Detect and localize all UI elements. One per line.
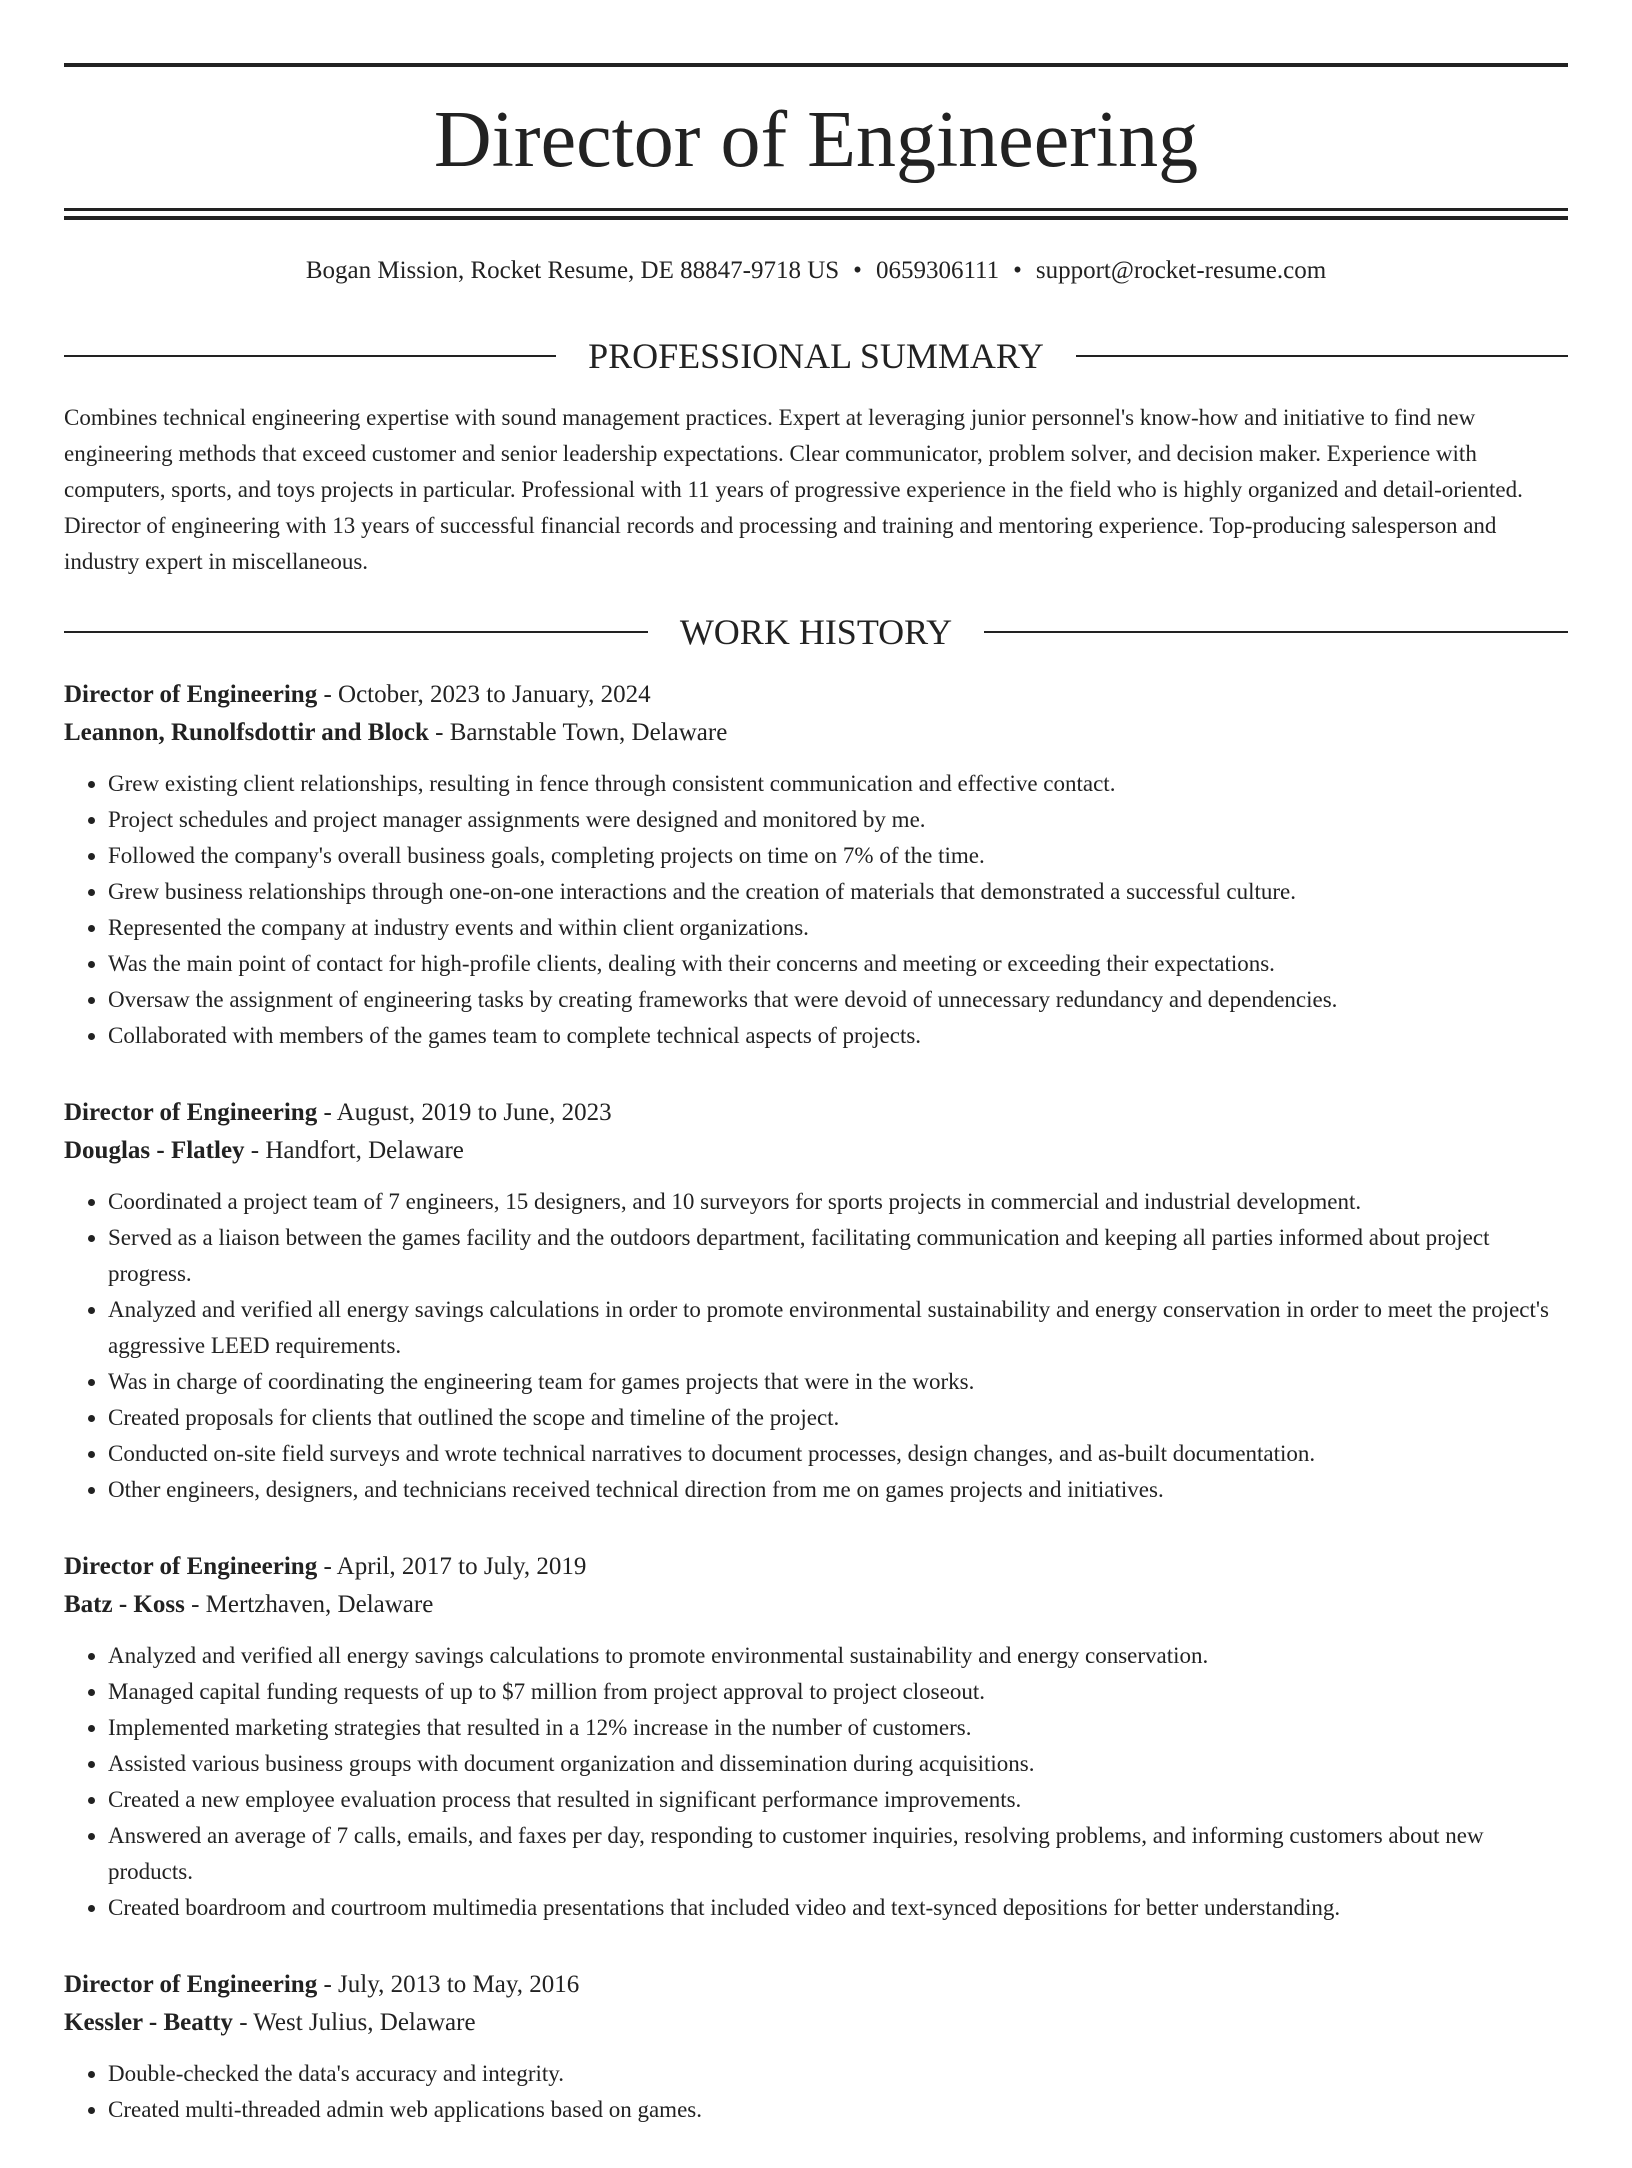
job-dates: - October, 2023 to January, 2024 bbox=[317, 681, 651, 708]
job-bullet: • Implemented marketing strategies that resulted in a 12% increase in the number of customers. bbox=[108, 1710, 1568, 1746]
job-title: Director of Engineering bbox=[64, 681, 318, 708]
job-bullet: • Was the main point of contact for high-profile clients, dealing with their concerns and meeting or exceeding their expectations. bbox=[108, 946, 1568, 982]
job-entry bbox=[64, 1094, 1568, 1508]
job-company-line bbox=[64, 1586, 1568, 1624]
job-bullet: • Grew existing client relationships, resulting in fence through consistent communication and effective contact. bbox=[108, 766, 1568, 802]
job-bullet: • Other engineers, designers, and technicians received technical direction from me on games projects and initiatives. bbox=[108, 1472, 1568, 1508]
top-rule bbox=[64, 63, 1568, 67]
summary-text: Combines technical engineering expertise with sound management practices. Expert at leveraging junior personnel's know-how and initiative to find new engineering methods that exceed customer and senior leadership expectations. Clear communicator, problem solver, and decision maker. Experience with computers, sports, and toys projects in particular. Professional with 11 years of progressive experience in the field who is highly organized and detail-oriented. Director of engineering with 13 years of successful financial records and processing and training and mentoring experience. Top-producing salesperson and industry expert in miscellaneous. bbox=[64, 405, 1523, 574]
job-bullet: • Double-checked the data's accuracy and integrity. bbox=[108, 2056, 1568, 2092]
job-location: - Handfort, Delaware bbox=[244, 1137, 464, 1164]
job-title: Director of Engineering bbox=[64, 1099, 318, 1126]
job-bullet: • Followed the company's overall business goals, completing projects on time on 7% of the time. bbox=[108, 838, 1568, 874]
title-rule-upper bbox=[64, 208, 1568, 211]
job-bullets bbox=[64, 1184, 1568, 1508]
section-heading-work-history bbox=[64, 610, 1568, 654]
job-bullet: • Conducted on-site field surveys and wrote technical narratives to document processes, design changes, and as-built documentation. bbox=[108, 1436, 1568, 1472]
job-dates: - April, 2017 to July, 2019 bbox=[317, 1553, 587, 1580]
job-company: Batz - Koss bbox=[64, 1591, 185, 1618]
job-location: - West Julius, Delaware bbox=[232, 2009, 476, 2036]
heading-rule-right bbox=[1076, 355, 1568, 357]
section-heading-text: WORK HISTORY bbox=[679, 612, 953, 652]
section-heading-text: PROFESSIONAL SUMMARY bbox=[588, 336, 1044, 376]
job-bullet: • Represented the company at industry events and within client organizations. bbox=[108, 910, 1568, 946]
job-title-line bbox=[64, 1966, 1568, 2004]
job-title-line bbox=[64, 1548, 1568, 1586]
job-title: Director of Engineering bbox=[64, 1553, 318, 1580]
job-bullet: • Analyzed and verified all energy savings calculations in order to promote environmental sustainability and energy conservation in order to meet the project's aggressive LEED requirements. bbox=[108, 1292, 1568, 1364]
contact-separator: • bbox=[853, 257, 862, 284]
job-bullet: • Created proposals for clients that outlined the scope and timeline of the project. bbox=[108, 1400, 1568, 1436]
job-title-line bbox=[64, 676, 1568, 714]
job-dates: - August, 2019 to June, 2023 bbox=[317, 1099, 612, 1126]
contact-address: Bogan Mission, Rocket Resume, DE 88847-9718 US bbox=[305, 257, 840, 284]
job-bullet: • Collaborated with members of the games team to complete technical aspects of projects. bbox=[108, 1018, 1568, 1054]
job-company-line bbox=[64, 714, 1568, 752]
job-company: Leannon, Runolfsdottir and Block bbox=[64, 719, 429, 746]
job-bullet: • Served as a liaison between the games facility and the outdoors department, facilitating communication and keeping all parties informed about project progress. bbox=[108, 1220, 1568, 1292]
job-location: - Mertzhaven, Delaware bbox=[184, 1591, 434, 1618]
job-bullet: • Assisted various business groups with document organization and dissemination during acquisitions. bbox=[108, 1746, 1568, 1782]
work-history-list bbox=[64, 676, 1568, 2168]
contact-line bbox=[64, 254, 1568, 288]
job-bullet: • Created multi-threaded admin web applications based on games. bbox=[108, 2092, 1568, 2128]
job-bullet: • Was in charge of coordinating the engineering team for games projects that were in the works. bbox=[108, 1364, 1568, 1400]
job-bullets bbox=[64, 1638, 1568, 1926]
heading-rule-left bbox=[64, 631, 648, 633]
job-bullet: • Project schedules and project manager assignments were designed and monitored by me. bbox=[108, 802, 1568, 838]
job-bullet: • Analyzed and verified all energy savings calculations to promote environmental sustainability and energy conservation. bbox=[108, 1638, 1568, 1674]
heading-rule-right bbox=[984, 631, 1568, 633]
job-entry bbox=[64, 676, 1568, 1054]
job-bullet: • Grew business relationships through one-on-one interactions and the creation of materials that demonstrated a successful culture. bbox=[108, 874, 1568, 910]
contact-phone: 0659306111 bbox=[875, 257, 1000, 284]
job-bullet: • Answered an average of 7 calls, emails, and faxes per day, responding to customer inquiries, resolving problems, and informing customers about new products. bbox=[108, 1818, 1568, 1890]
job-bullets bbox=[64, 766, 1568, 1054]
job-entry bbox=[64, 1966, 1568, 2128]
job-bullet: • Created boardroom and courtroom multimedia presentations that included video and text-synced depositions for better understanding. bbox=[108, 1890, 1568, 1926]
heading-rule-left bbox=[64, 355, 556, 357]
resume-title: Director of Engineering bbox=[433, 96, 1199, 184]
job-bullet: • Managed capital funding requests of up to $7 million from project approval to project closeout. bbox=[108, 1674, 1568, 1710]
title-rule-lower bbox=[64, 216, 1568, 220]
job-title: Director of Engineering bbox=[64, 1971, 318, 1998]
job-bullet: • Oversaw the assignment of engineering tasks by creating frameworks that were devoid of unnecessary redundancy and dependencies. bbox=[108, 982, 1568, 1018]
job-company-line bbox=[64, 2004, 1568, 2042]
job-company-line bbox=[64, 1132, 1568, 1170]
job-title-line bbox=[64, 1094, 1568, 1132]
contact-email: support@rocket-resume.com bbox=[1035, 257, 1327, 284]
job-company: Douglas - Flatley bbox=[64, 1137, 245, 1164]
section-heading-summary bbox=[64, 334, 1568, 378]
job-bullet: • Coordinated a project team of 7 engineers, 15 designers, and 10 surveyors for sports projects in commercial and industrial development. bbox=[108, 1184, 1568, 1220]
job-location: - Barnstable Town, Delaware bbox=[428, 719, 728, 746]
job-dates: - July, 2013 to May, 2016 bbox=[317, 1971, 580, 1998]
contact-separator: • bbox=[1013, 257, 1022, 284]
job-entry bbox=[64, 1548, 1568, 1926]
job-bullets bbox=[64, 2056, 1568, 2128]
job-company: Kessler - Beatty bbox=[64, 2009, 233, 2036]
job-bullet: • Created a new employee evaluation process that resulted in significant performance improvements. bbox=[108, 1782, 1568, 1818]
